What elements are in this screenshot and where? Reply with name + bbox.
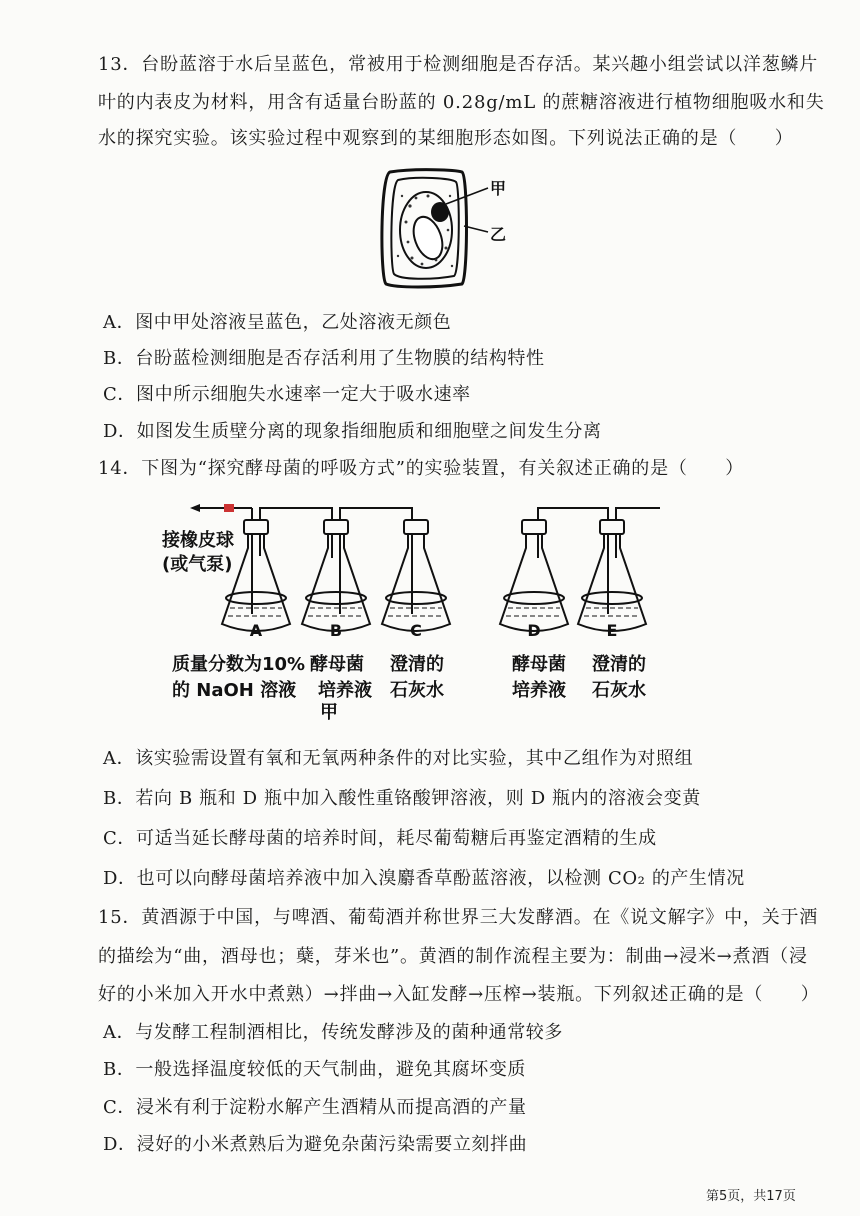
q13-option-a: A．图中甲处溶液呈蓝色，乙处溶液无颜色 (103, 312, 452, 333)
q13-option-d: D．如图发生质壁分离的现象指细胞质和细胞壁之间发生分离 (103, 421, 602, 442)
flask-letter-c: C (410, 621, 422, 640)
page-number: 第5页，共17页 (706, 1189, 796, 1204)
caption-d-line-2: 培养液 (512, 680, 566, 701)
q15-option-d: D．浸好的小米煮熟后为避免杂菌污染需要立刻拌曲 (103, 1134, 528, 1155)
q14-option-d: D．也可以向酵母菌培养液中加入溴麝香草酚蓝溶液，以检测 CO₂ 的产生情况 (103, 868, 745, 889)
pump-label-line-2: (或气泵) (162, 554, 233, 575)
q14-option-a: A．该实验需设置有氧和无氧两种条件的对比实验，其中乙组作为对照组 (103, 748, 694, 769)
q14-apparatus-figure (160, 496, 680, 726)
q15-option-c: C．浸米有利于淀粉水解产生酒精从而提高酒的产量 (103, 1097, 527, 1118)
q15-stem-line-1: 15．黄酒源于中国，与啤酒、葡萄酒并称世界三大发酵酒。在《说文解字》中，关于酒 (98, 907, 819, 928)
q13-cell-figure (376, 166, 526, 292)
q15-stem-line-3: 好的小米加入开水中煮熟）→拌曲→入缸发酵→压榨→装瓶。下列叙述正确的是（ ） (98, 984, 820, 1005)
flask-letter-a: A (249, 621, 263, 640)
caption-c-line-1: 澄清的 (390, 654, 444, 675)
q14-option-c: C．可适当延长酵母菌的培养时间，耗尽葡萄糖后再鉴定酒精的生成 (103, 828, 657, 849)
q13-stem-line-2: 叶的内表皮为材料，用含有适量台盼蓝的 0.28g/mL 的蔗糖溶液进行植物细胞吸水和失 (98, 92, 825, 113)
caption-d-line-1: 酵母菌 (512, 654, 566, 675)
q13-option-c: C．图中所示细胞失水速率一定大于吸水速率 (103, 384, 471, 405)
caption-c-line-2: 石灰水 (390, 680, 444, 701)
q15-option-b: B．一般选择温度较低的天气制曲，避免其腐坏变质 (103, 1059, 527, 1080)
q15-stem-line-2: 的描绘为“曲，酒母也；蘖，芽米也”。黄酒的制作流程主要为：制曲→浸米→煮酒（浸 (98, 946, 808, 967)
flask-letter-b: B (329, 621, 343, 640)
flask-letter-d: D (527, 621, 541, 640)
q13-option-b: B．台盼蓝检测细胞是否存活利用了生物膜的结构特性 (103, 348, 545, 369)
caption-a-line-1: 质量分数为10% (172, 654, 306, 675)
caption-e-line-1: 澄清的 (592, 654, 646, 675)
q13-label-jia: 甲 (490, 179, 507, 198)
q15-option-a: A．与发酵工程制酒相比，传统发酵涉及的菌种通常较多 (103, 1022, 563, 1043)
flask-letter-e: E (606, 621, 618, 640)
caption-b-line-1: 酵母菌 (310, 654, 364, 675)
q14-option-b: B．若向 B 瓶和 D 瓶中加入酸性重铬酸钾溶液，则 D 瓶内的溶液会变黄 (103, 788, 701, 809)
group-label-jia: 甲 (320, 702, 338, 723)
q13-stem-line-3: 水的探究实验。该实验过程中观察到的某细胞形态如图。下列说法正确的是（ ） (98, 128, 794, 149)
caption-e-line-2: 石灰水 (592, 680, 646, 701)
caption-a-line-2: 的 NaOH 溶液 (172, 680, 297, 701)
q13-stem-line-1: 13．台盼蓝溶于水后呈蓝色，常被用于检测细胞是否存活。某兴趣小组尝试以洋葱鳞片 (98, 54, 819, 75)
pump-label-line-1: 接橡皮球 (162, 530, 234, 551)
caption-b-line-2: 培养液 (318, 680, 372, 701)
q14-stem: 14．下图为“探究酵母菌的呼吸方式”的实验装置，有关叙述正确的是（ ） (98, 458, 745, 479)
q13-label-yi: 乙 (490, 225, 507, 244)
